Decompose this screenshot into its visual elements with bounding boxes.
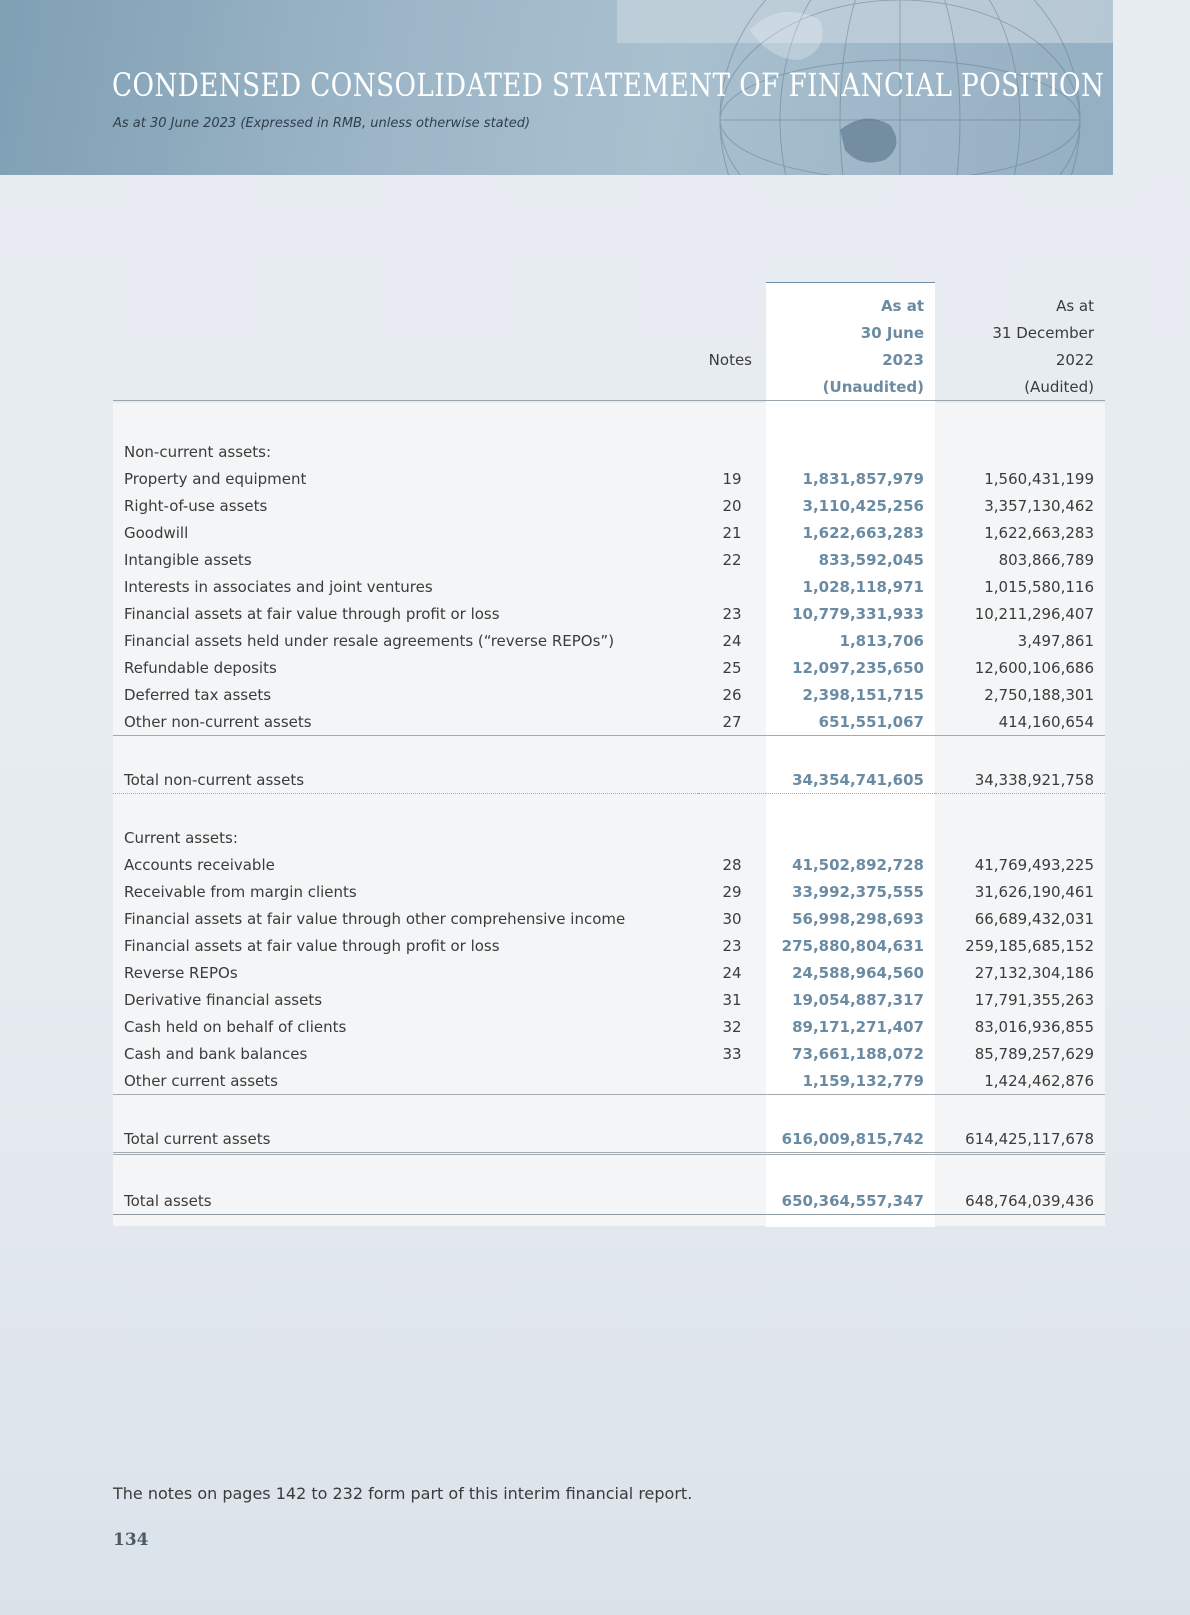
- section-heading: Current assets:: [124, 828, 238, 847]
- prior-col-header: 2022: [1055, 350, 1094, 369]
- table-row: Derivative financial assets 31 19,054,887,317 17,791,355,263: [124, 990, 1094, 1009]
- table-row: Receivable from margin clients 29 33,992,375,555 31,626,190,461: [124, 882, 1094, 901]
- table-row: Other non-current assets 27 651,551,067 414,160,654: [113, 708, 1105, 736]
- prior-col-header: (Audited): [935, 373, 1105, 401]
- prior-col-header: 31 December: [992, 323, 1094, 342]
- table-row: Other current assets 1,159,132,779 1,424,462,876: [113, 1067, 1105, 1095]
- footnote: The notes on pages 142 to 232 form part of this interim financial report.: [113, 1484, 693, 1503]
- current-col-header: 2023: [882, 350, 924, 369]
- table-row: Reverse REPOs 24 24,588,964,560 27,132,304,186: [124, 963, 1094, 982]
- table-row: Financial assets at fair value through other comprehensive income 30 56,998,298,693 66,689,432,031: [124, 909, 1094, 928]
- notes-header: Notes: [708, 350, 752, 369]
- total-row: Total current assets 616,009,815,742 614,425,117,678: [113, 1125, 1105, 1154]
- table-row: Financial assets at fair value through profit or loss 23 275,880,804,631 259,185,685,152: [124, 936, 1094, 955]
- current-col-header: (Unaudited): [766, 373, 935, 401]
- header-banner: [0, 0, 1113, 175]
- table-row: Deferred tax assets 26 2,398,151,715 2,750,188,301: [124, 685, 1094, 704]
- table-row: Intangible assets 22 833,592,045 803,866,789: [124, 550, 1094, 569]
- prior-col-header: As at: [1056, 296, 1094, 315]
- table-row: Financial assets held under resale agreements (“reverse REPOs”) 24 1,813,706 3,497,861: [124, 631, 1094, 650]
- table-row: Property and equipment 19 1,831,857,979 1,560,431,199: [124, 469, 1094, 488]
- page-number: 134: [113, 1530, 149, 1550]
- table-row: Goodwill 21 1,622,663,283 1,622,663,283: [124, 523, 1094, 542]
- grand-total-row: Total assets 650,364,557,347 648,764,039,436: [113, 1187, 1105, 1215]
- header-row: [113, 292, 1105, 319]
- section-heading: Non-current assets:: [124, 442, 271, 461]
- header-row: [113, 346, 1105, 373]
- page-subtitle: As at 30 June 2023 (Expressed in RMB, unless otherwise stated): [113, 116, 531, 131]
- page-title: CONDENSED CONSOLIDATED STATEMENT OF FINANCIAL POSITION: [112, 66, 1105, 104]
- total-row: Total non-current assets 34,354,741,605 34,338,921,758: [113, 766, 1105, 794]
- table-row: Cash held on behalf of clients 32 89,171,271,407 83,016,936,855: [124, 1017, 1094, 1036]
- financial-position-table: [113, 292, 1105, 1215]
- table-row: Interests in associates and joint ventures 1,028,118,971 1,015,580,116: [124, 577, 1094, 596]
- table-row: Accounts receivable 28 41,502,892,728 41,769,493,225: [124, 855, 1094, 874]
- current-col-header: 30 June: [860, 323, 924, 342]
- header-row: [113, 373, 1105, 401]
- header-row: [113, 319, 1105, 346]
- current-col-header: As at: [880, 296, 924, 315]
- table-row: Refundable deposits 25 12,097,235,650 12,600,106,686: [124, 658, 1094, 677]
- table-row: Right-of-use assets 20 3,110,425,256 3,357,130,462: [124, 496, 1094, 515]
- table-row: Cash and bank balances 33 73,661,188,072 85,789,257,629: [124, 1044, 1094, 1063]
- table-row: Financial assets at fair value through profit or loss 23 10,779,331,933 10,211,296,407: [124, 604, 1094, 623]
